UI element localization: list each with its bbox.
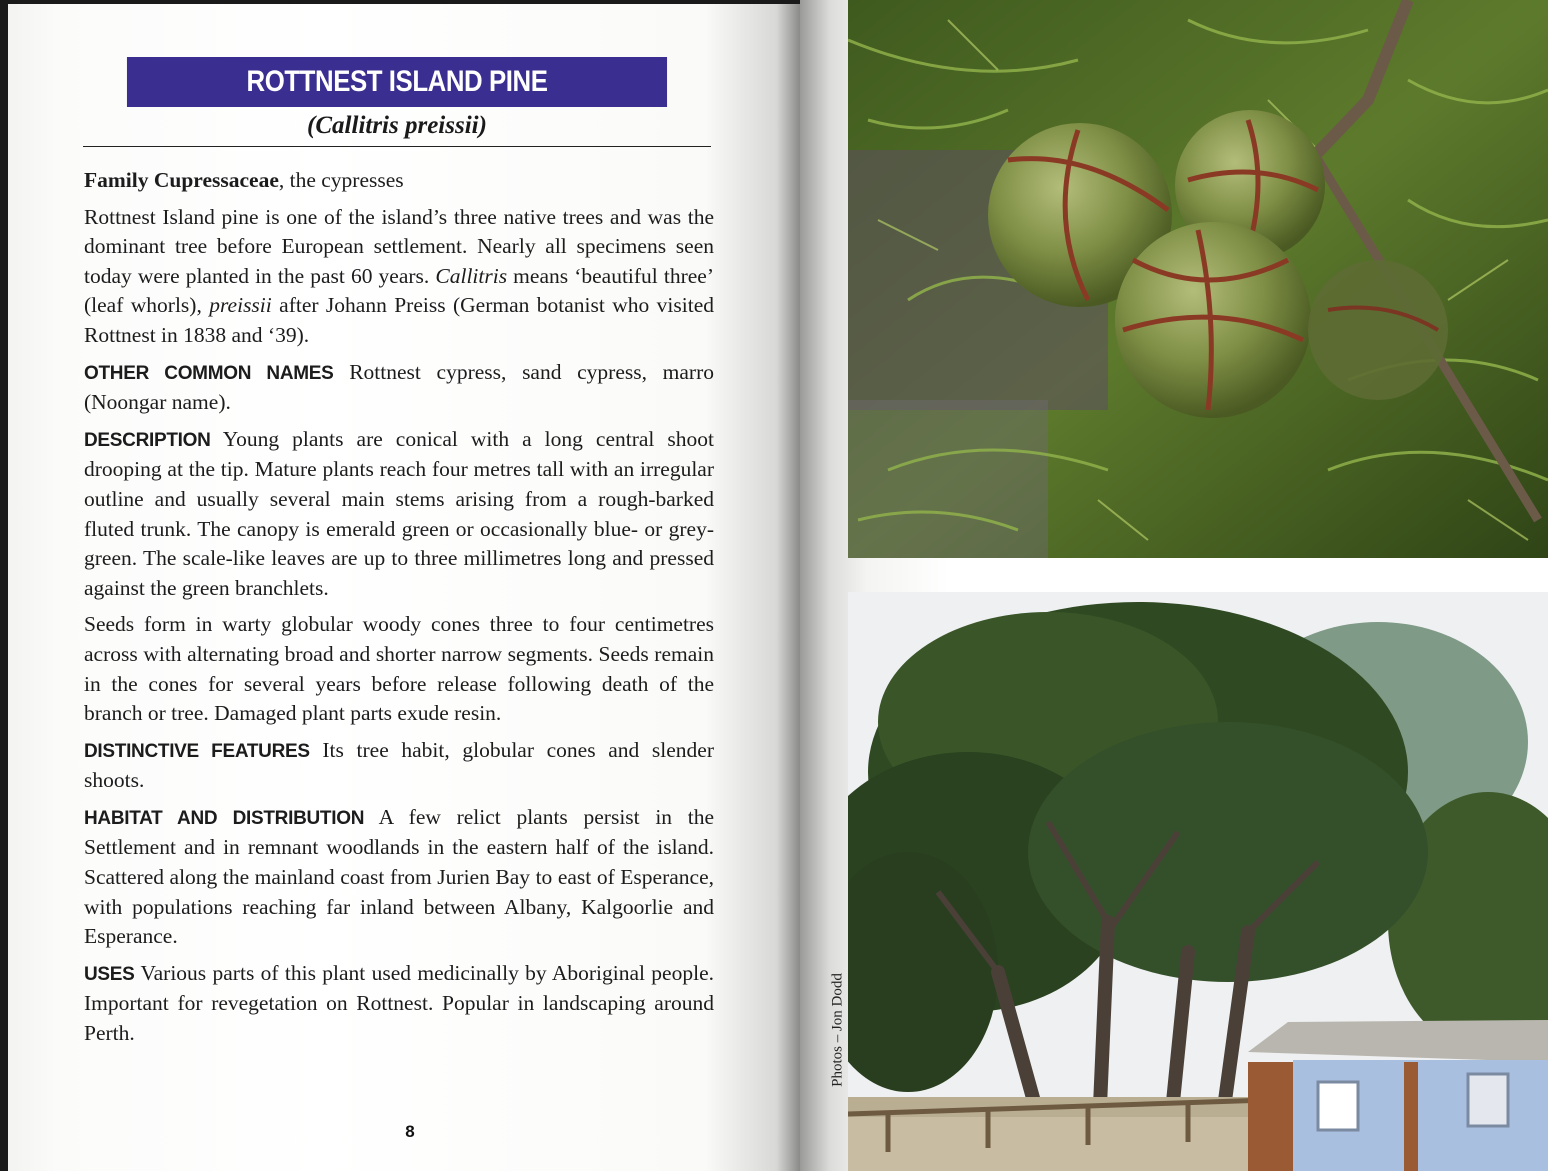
description-paragraph	[84, 425, 714, 604]
seeds-paragraph: Seeds form in warty globular woody cones three to four centimetres across with alternating broad and shorter narrow segments. Seeds remain in the cones for several years before release following death of the branch or tree. Damaged plant parts exude resin.	[84, 612, 714, 726]
family-label: Family Cupressaceae	[84, 168, 279, 192]
habitat-heading: HABITAT AND DISTRIBUTION	[84, 807, 365, 829]
species-epithet: preissii	[209, 293, 272, 318]
uses-heading: USES	[84, 963, 135, 985]
habitat-text: A few relict plants persist in the Settlement and in remnant woodlands in the eastern half of the island. Scattered along the mainland coast from Jurien Bay to east of Esperance, with populations reaching far inland between Albany, Kalgoorlie and Esperance.	[84, 804, 715, 949]
hut	[1248, 1020, 1548, 1171]
genus-name: Callitris	[435, 263, 508, 288]
photo-credit-text: Photos – Jon Dodd	[829, 973, 846, 1087]
distinctive-heading: DISTINCTIVE FEATURES	[84, 740, 310, 762]
intro-paragraph	[84, 203, 714, 351]
family-text: , the cypresses	[278, 168, 404, 192]
photo-credit	[826, 965, 850, 1095]
cone-photo	[848, 0, 1548, 558]
species-text	[84, 166, 714, 1056]
distinctive-text: Its tree habit, globular cones and slender shoots.	[84, 737, 714, 793]
uses-paragraph	[84, 959, 714, 1049]
intro-text-3: after Johann Preiss (German botanist who visited Rottnest in 1838 and ‘39).	[84, 293, 714, 347]
family-paragraph	[84, 166, 714, 196]
description-text: Young plants are conical with a long central shoot drooping at the tip. Mature plants reach four metres tall with an irregular outline and usually several main stems arising from a rough-barked fluted trunk. The canopy is emerald green or occasionally blue- or grey-green. The scale-like leaves are up to three millimetres long and pressed against the green branchlets.	[84, 426, 714, 600]
other-names-paragraph	[84, 358, 714, 418]
page-title: ROTTNEST ISLAND PINE	[127, 57, 667, 107]
tree-photo-illustration	[848, 592, 1548, 1171]
scientific-name: (Callitris preissii)	[307, 112, 487, 139]
intro-text-1: Rottnest Island pine is one of the island’s three native trees and was the dominant tree before European settlement. Nearly all specimens seen today were planted in the past 60 years.	[84, 204, 714, 288]
distinctive-paragraph	[84, 736, 714, 796]
other-names-text: Rottnest cypress, sand cypress, marro (Noongar name).	[84, 359, 715, 415]
description-heading: DESCRIPTION	[84, 429, 211, 451]
page-number: 8	[405, 1122, 415, 1141]
title-divider	[83, 146, 711, 147]
tree-photo	[848, 592, 1548, 1171]
uses-text: Various parts of this plant used medicinally by Aboriginal people. Important for revegetation on Rottnest. Popular in landscaping around Perth.	[84, 960, 714, 1046]
other-names-heading: OTHER COMMON NAMES	[84, 362, 334, 384]
intro-text-2: means ‘beautiful three’ (leaf whorls),	[84, 263, 714, 318]
habitat-paragraph	[84, 803, 714, 952]
cone-4	[1308, 260, 1448, 400]
cone-3	[1115, 222, 1311, 418]
cone-photo-illustration	[848, 0, 1548, 558]
